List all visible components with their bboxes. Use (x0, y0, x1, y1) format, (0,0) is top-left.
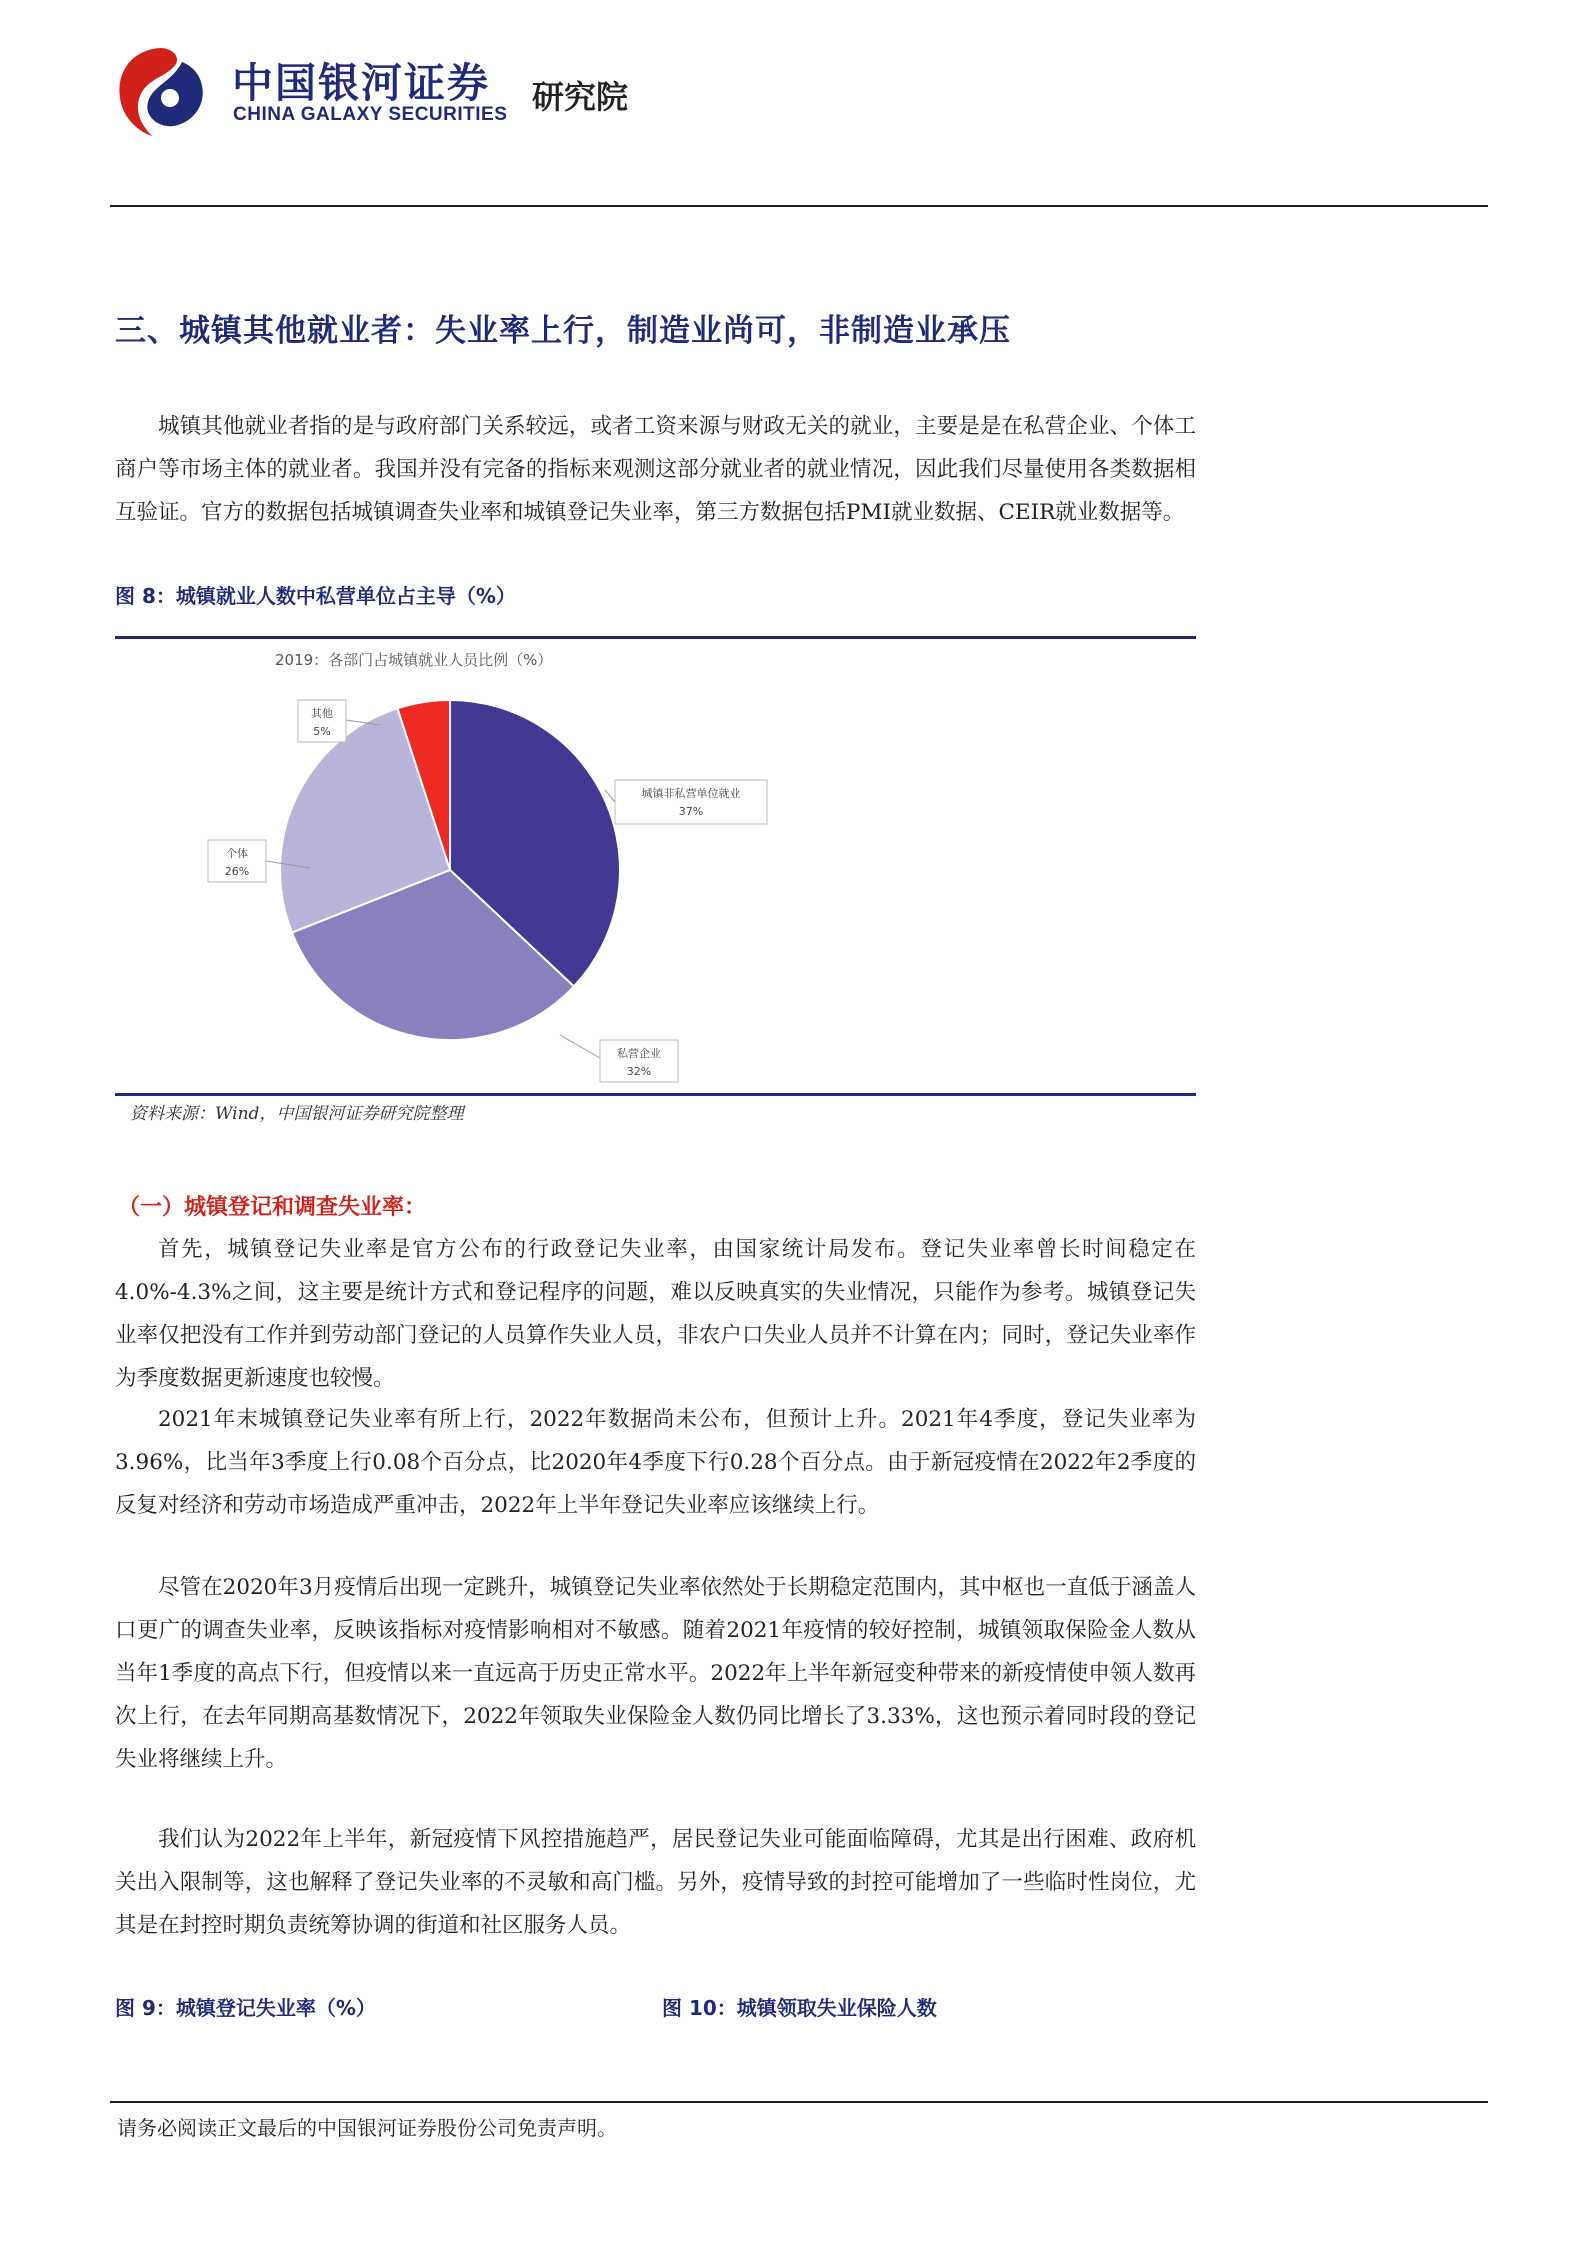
figure-8-bottom-rule (115, 1093, 1196, 1096)
subsection-title: （一）城镇登记和调查失业率： (118, 1195, 427, 1220)
chart-title: 2019：各部门占城镇就业人员比例（%） (275, 651, 553, 669)
pie-label-name: 个体 (226, 847, 248, 860)
pie-label-name: 其他 (311, 707, 333, 720)
pie-label-name: 城镇非私营单位就业 (641, 787, 741, 800)
footer-disclaimer: 请务必阅读正文最后的中国银河证券股份公司免责声明。 (117, 2116, 617, 2140)
pie-leader-line (605, 790, 615, 802)
pie-label-value: 26% (224, 865, 250, 878)
intro-paragraph: 城镇其他就业者指的是与政府部门关系较远，或者工资来源与财政无关的就业，主要是是在私营企业、个体工商户等市场主体的就业者。我国并没有完备的指标来观测这部分就业者的就业情况，因此我们尽量使用各类数据相互验证。官方的数据包括城镇调查失业率和城镇登记失业率，第三方数据包括PMI就业数据、CEIR就业数据等。 (115, 414, 1196, 525)
galaxy-logo-icon (112, 42, 212, 142)
figure-10-caption: 图 10：城镇领取失业保险人数 (662, 1996, 937, 2020)
figure-9-caption: 图 9：城镇登记失业率（%） (115, 1996, 376, 2020)
pie-label-value: 5% (313, 725, 331, 738)
pie-chart (120, 640, 1196, 1090)
pie-leader-line (560, 1035, 600, 1058)
body-paragraph: 首先，城镇登记失业率是官方公布的行政登记失业率，由国家统计局发布。登记失业率曾长时间稳定在4.0%-4.3%之间，这主要是统计方式和登记程序的问题，难以反映真实的失业情况，只能作为参考。城镇登记失业率仅把没有工作并到劳动部门登记的人员算作失业人员，非农户口失业人员并不计算在内；同时，登记失业率作为季度数据更新速度也较慢。 (115, 1237, 1196, 1391)
figure-8-source: 资料来源：Wind，中国银河证券研究院整理 (130, 1104, 464, 1124)
header-divider (110, 205, 1488, 207)
logo-chinese-name: 中国银河证券 (232, 59, 490, 107)
body-paragraph: 尽管在2020年3月疫情后出现一定跳升，城镇登记失业率依然处于长期稳定范围内，其中枢也一直低于涵盖人口更广的调查失业率，反映该指标对疫情影响相对不敏感。随着2021年疫情的较好控制，城镇领取保险金人数从当年1季度的高点下行，但疫情以来一直远高于历史正常水平。2022年上半年新冠变种带来的新疫情使申领人数再次上行，在去年同期高基数情况下，2022年领取失业保险金人数仍同比增长了3.33%，这也预示着同时段的登记失业将继续上升。 (115, 1575, 1196, 1772)
institute-label: 研究院 (532, 78, 629, 116)
logo-english-name: CHINA GALAXY SECURITIES (233, 104, 508, 125)
pie-label-name: 私营企业 (617, 1047, 661, 1060)
figure-8-caption: 图 8：城镇就业人数中私营单位占主导（%） (115, 584, 516, 608)
pie-label-value: 37% (678, 805, 704, 818)
body-paragraph: 2021年末城镇登记失业率有所上行，2022年数据尚未公布，但预计上升。2021年4季度，登记失业率为3.96%，比当年3季度上行0.08个百分点，比2020年4季度下行0.28个百分点。由于新冠疫情在2022年2季度的反复对经济和劳动市场造成严重冲击，2022年上半年登记失业率应该继续上行。 (115, 1407, 1196, 1518)
figure-8-top-rule (115, 636, 1196, 639)
pie-slices (280, 700, 620, 1040)
footer-divider (110, 2101, 1488, 2103)
pie-label-value: 32% (626, 1065, 652, 1078)
body-paragraph: 我们认为2022年上半年，新冠疫情下风控措施趋严，居民登记失业可能面临障碍，尤其是出行困难、政府机关出入限制等，这也解释了登记失业率的不灵敏和高门槛。另外，疫情导致的封控可能增加了一些临时性岗位，尤其是在封控时期负责统筹协调的街道和社区服务人员。 (115, 1827, 1196, 1938)
section-title: 三、城镇其他就业者：失业率上行，制造业尚可，非制造业承压 (115, 313, 1011, 349)
